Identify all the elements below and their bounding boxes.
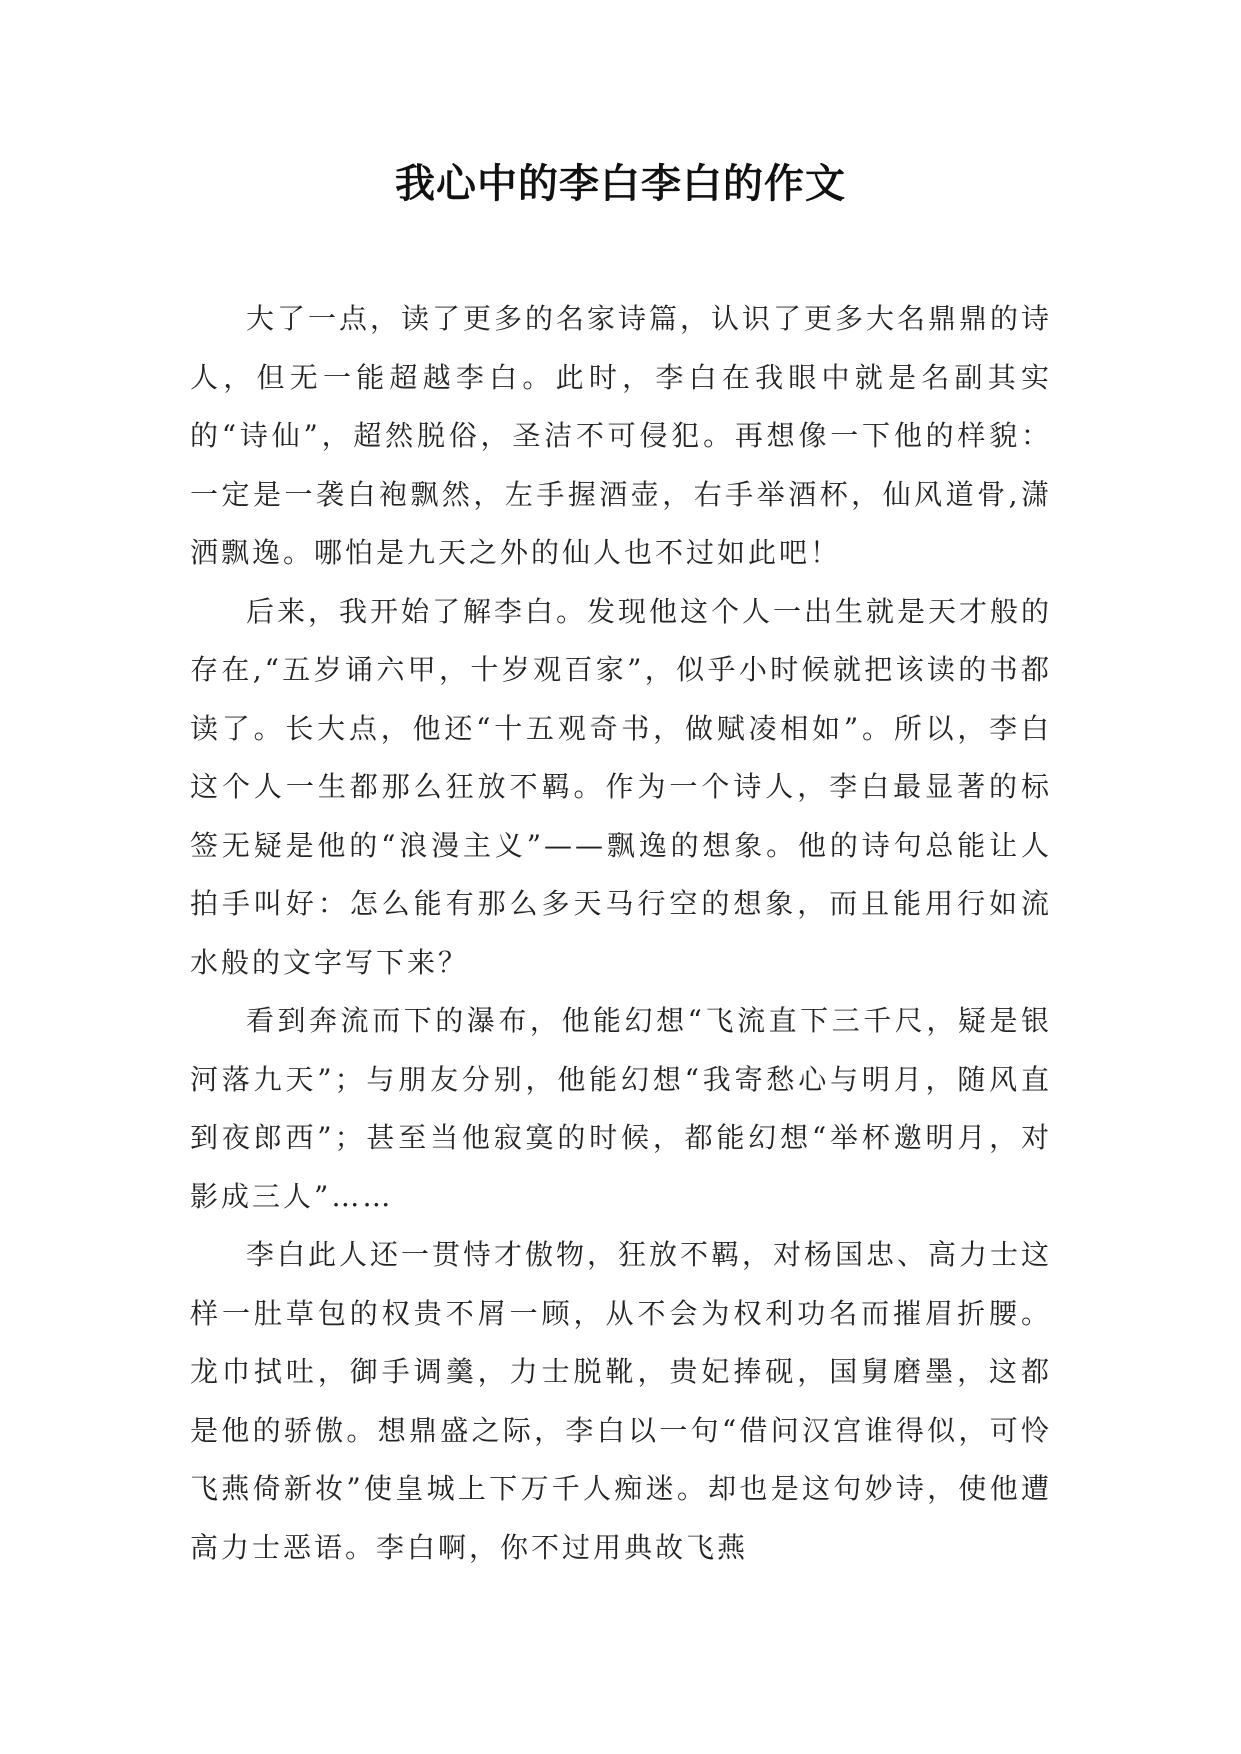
document-title: 我心中的李白李白的作文: [395, 161, 846, 207]
document-body: [190, 290, 1052, 1577]
paragraph-3: 看到奔流而下的瀑布，他能幻想“飞流直下三千尺，疑是银河落九天”；与朋友分别，他能幻想“我寄愁心与明月，随风直到夜郎西”；甚至当他寂寞的时候，都能幻想“举杯邀明月，对影成三人”……: [190, 1004, 1052, 1213]
paragraph-4: 李白此人还一贯恃才傲物，狂放不羁，对杨国忠、高力士这样一肚草包的权贵不屑一顾，从不会为权利功名而摧眉折腰。龙巾拭吐，御手调羹，力士脱靴，贵妃捧砚，国舅磨墨，这都是他的骄傲。想鼎盛之际，李白以一句“借问汉宫谁得似，可怜飞燕倚新妆”使皇城上下万千人痴迷。却也是这句妙诗，使他遭高力士恶语。李白啊，你不过用典故飞燕: [190, 1238, 1053, 1564]
paragraph-2: 后来，我开始了解李白。发现他这个人一出生就是天才般的存在,“五岁诵六甲，十岁观百家”，似乎小时候就把该读的书都读了。长大点，他还“十五观奇书，做赋凌相如”。所以，李白这个人一生都那么狂放不羁。作为一个诗人，李白最显著的标签无疑是他的“浪漫主义”——飘逸的想象。他的诗句总能让人拍手叫好：怎么能有那么多天马行空的想象，而且能用行如流水般的文字写下来？: [190, 594, 1053, 979]
paragraph-1: 大了一点，读了更多的名家诗篇，认识了更多大名鼎鼎的诗人，但无一能超越李白。此时，李白在我眼中就是名副其实的“诗仙”，超然脱俗，圣洁不可侵犯。再想像一下他的样貌：一定是一袭白袍飘然，左手握酒壶，右手举酒杯，仙风道骨,潇洒飘逸。哪怕是九天之外的仙人也不过如此吧！: [190, 302, 1053, 569]
